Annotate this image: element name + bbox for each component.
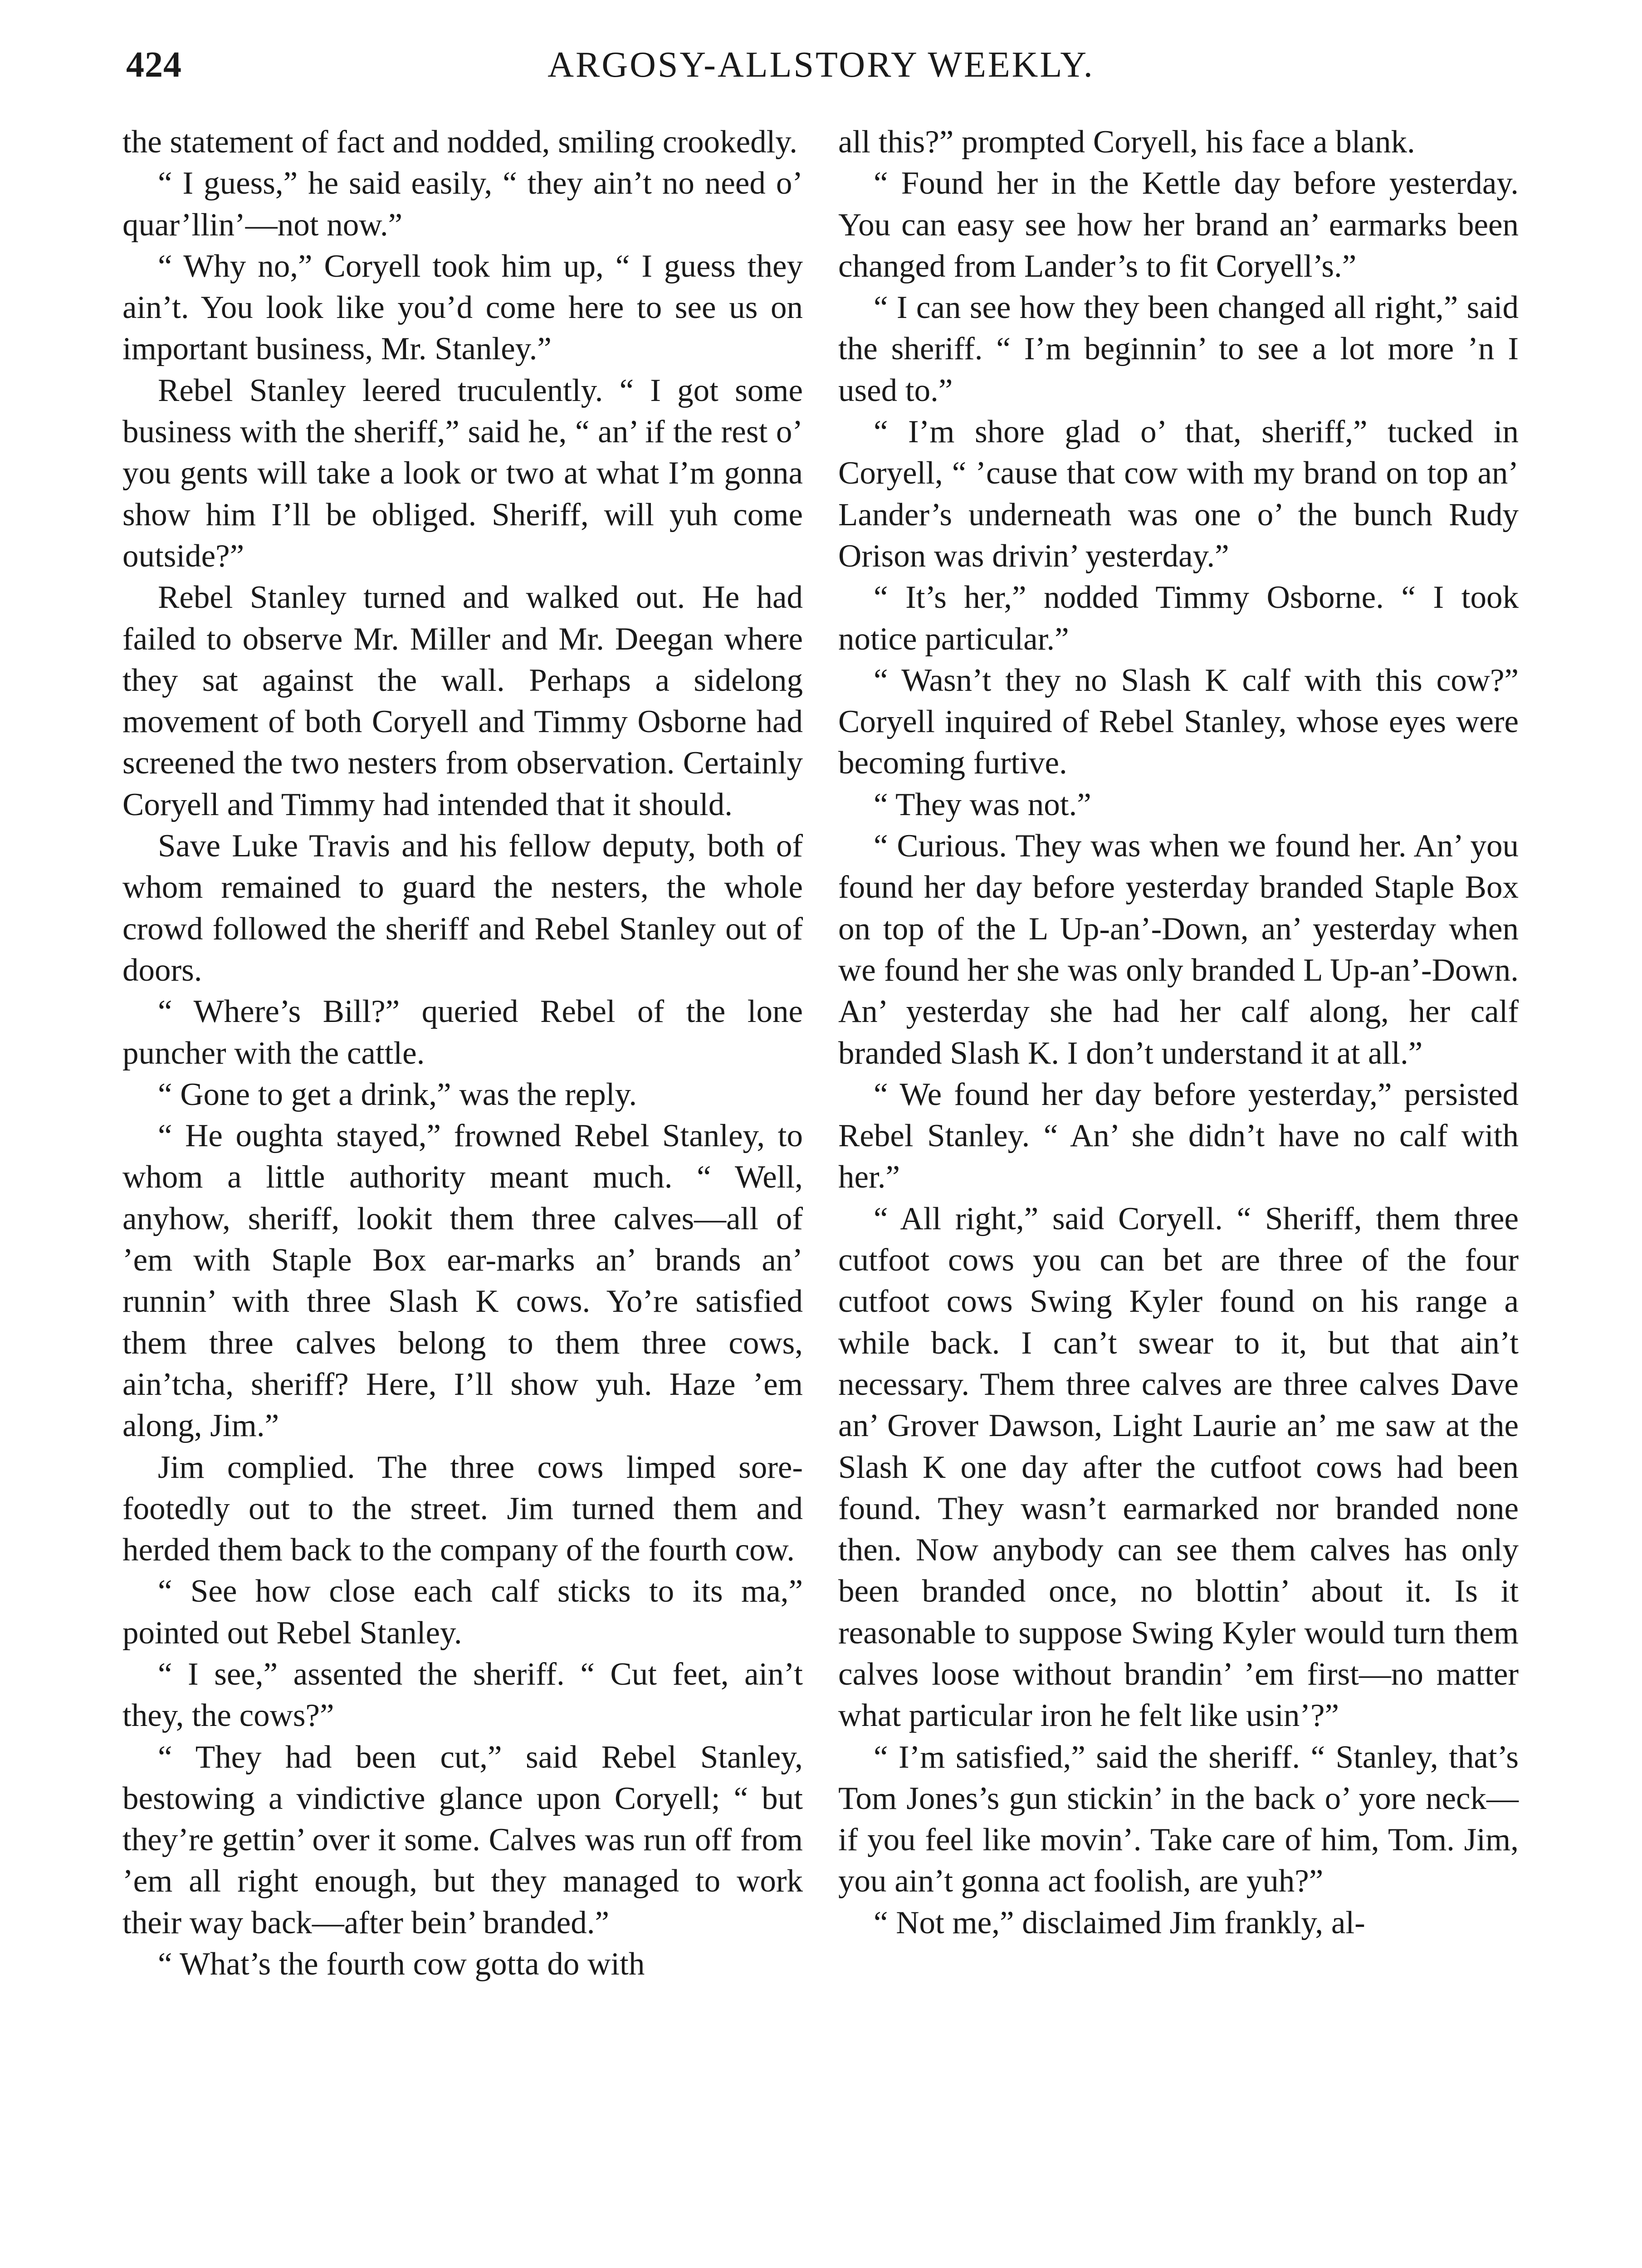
paragraph: “ Gone to get a drink,” was the reply. [158,1076,637,1112]
paragraph: “ I guess,” he said easily, “ they ain’t no need o’ quar’llin’—not now.” [122,166,803,243]
right-column [838,122,1519,1944]
paragraph: “ What’s the fourth cow gotta do with [158,1946,645,1982]
page-number: 424 [126,45,182,85]
page-header [122,42,1520,92]
paragraph: “ I’m shore glad o’ that, sheriff,” tucked in Coryell, “ ’cause that cow with my brand on top an’ Lander’s underneath was one o’ the bunch Rudy Orison was drivin’ yesterday.” [838,414,1519,574]
paragraph: “ They had been cut,” said Rebel Stanley, bestowing a vindictive glance upon Coryell; “ but they’re gettin’ over it some. Calves was run off from ’em all right enough, but they managed to work their way back—after bein’ branded.” [122,1739,803,1941]
running-head: ARGOSY-ALLSTORY WEEKLY. [547,45,1095,85]
paragraph: “ Why no,” Coryell took him up, “ I guess they ain’t. You look like you’d come here to see us on important business, Mr. Stanley.” [122,248,803,367]
paragraph: “ We found her day before yesterday,” persisted Rebel Stanley. “ An’ she didn’t have no calf with her.” [838,1076,1519,1195]
paragraph: “ I see,” assented the sheriff. “ Cut feet, ain’t they, the cows?” [122,1656,803,1734]
paragraph: Rebel Stanley leered truculently. “ I got some business with the sheriff,” said he, “ an’ if the rest o’ you gents will take a look or two at what I’m gonna show him I’ll be obliged. Sheriff, will yuh come outside?” [122,372,803,574]
paragraph: Save Luke Travis and his fellow deputy, both of whom remained to guard the nesters, the whole crowd followed the sheriff and Rebel Stanley out of doors. [122,828,803,988]
paragraph: “ Found her in the Kettle day before yesterday. You can easy see how her brand an’ earmarks been changed from Lander’s to fit Coryell’s.” [838,166,1519,284]
paragraph: “ He oughta stayed,” frowned Rebel Stanley, to whom a little authority meant much. “ Well, anyhow, sheriff, lookit them three calves—all of ’em with Staple Box ear-marks an’ brands an’ runnin’ with three Slash K cows. Yo’re satisfied them three calves belong to them three cows, ain’tcha, sheriff? Here, I’ll show yuh. Haze ’em along, Jim.” [122,1118,803,1444]
paragraph: “ It’s her,” nodded Timmy Osborne. “ I took notice particular.” [838,580,1519,657]
paragraph: “ All right,” said Coryell. “ Sheriff, them three cutfoot cows you can bet are three of the four cutfoot cows Swing Kyler found on his range a while back. I can’t swear to it, but that ain’t necessary. Them three calves are three calves Dave an’ Grover Dawson, Light Laurie an’ me saw at the Slash K one day after the cutfoot cows had been found. They wasn’t earmarked nor branded none then. Now anybody can see them calves has only been branded once, no blottin’ about it. Is it reasonable to suppose Swing Kyler would turn them calves loose without brandin’ ’em first—no matter what particular iron he felt like usin’?” [838,1201,1519,1734]
paragraph: Jim complied. The three cows limped sore-footedly out to the street. Jim turned them and herded them back to the company of the fourth cow. [122,1449,803,1568]
left-column [122,122,803,1985]
paragraph: “ Wasn’t they no Slash K calf with this cow?” Coryell inquired of Rebel Stanley, whose eyes were becoming furtive. [838,662,1519,781]
paragraph: the statement of fact and nodded, smiling crookedly. [122,124,797,160]
paragraph: “ See how close each calf sticks to its ma,” pointed out Rebel Stanley. [122,1574,803,1651]
paragraph: “ Curious. They was when we found her. An’ you found her day before yesterday branded Staple Box on top of the L Up-an’-Down, an’ yesterday when we found her she was only branded L Up-an’-Down. An’ yesterday she had her calf along, her calf branded Slash K. I don’t understand it at all.” [838,828,1519,1071]
paragraph: “ Not me,” disclaimed Jim frankly, al- [874,1905,1365,1941]
paragraph: “ Where’s Bill?” queried Rebel of the lone puncher with the cattle. [122,994,803,1071]
paragraph: “ I can see how they been changed all right,” said the sheriff. “ I’m beginnin’ to see a lot more ’n I used to.” [838,290,1519,408]
paragraph: all this?” prompted Coryell, his face a blank. [838,124,1415,160]
paragraph: Rebel Stanley turned and walked out. He had failed to observe Mr. Miller and Mr. Deegan where they sat against the wall. Perhaps a sidelong movement of both Coryell and Timmy Osborne had screened the two nesters from observation. Certainly Coryell and Timmy had intended that it should. [122,580,803,822]
paragraph: “ I’m satisfied,” said the sheriff. “ Stanley, that’s Tom Jones’s gun stickin’ in the back o’ yore neck—if you feel like movin’. Take care of him, Tom. Jim, you ain’t gonna act foolish, are yuh?” [838,1739,1519,1899]
paragraph: “ They was not.” [874,787,1091,822]
